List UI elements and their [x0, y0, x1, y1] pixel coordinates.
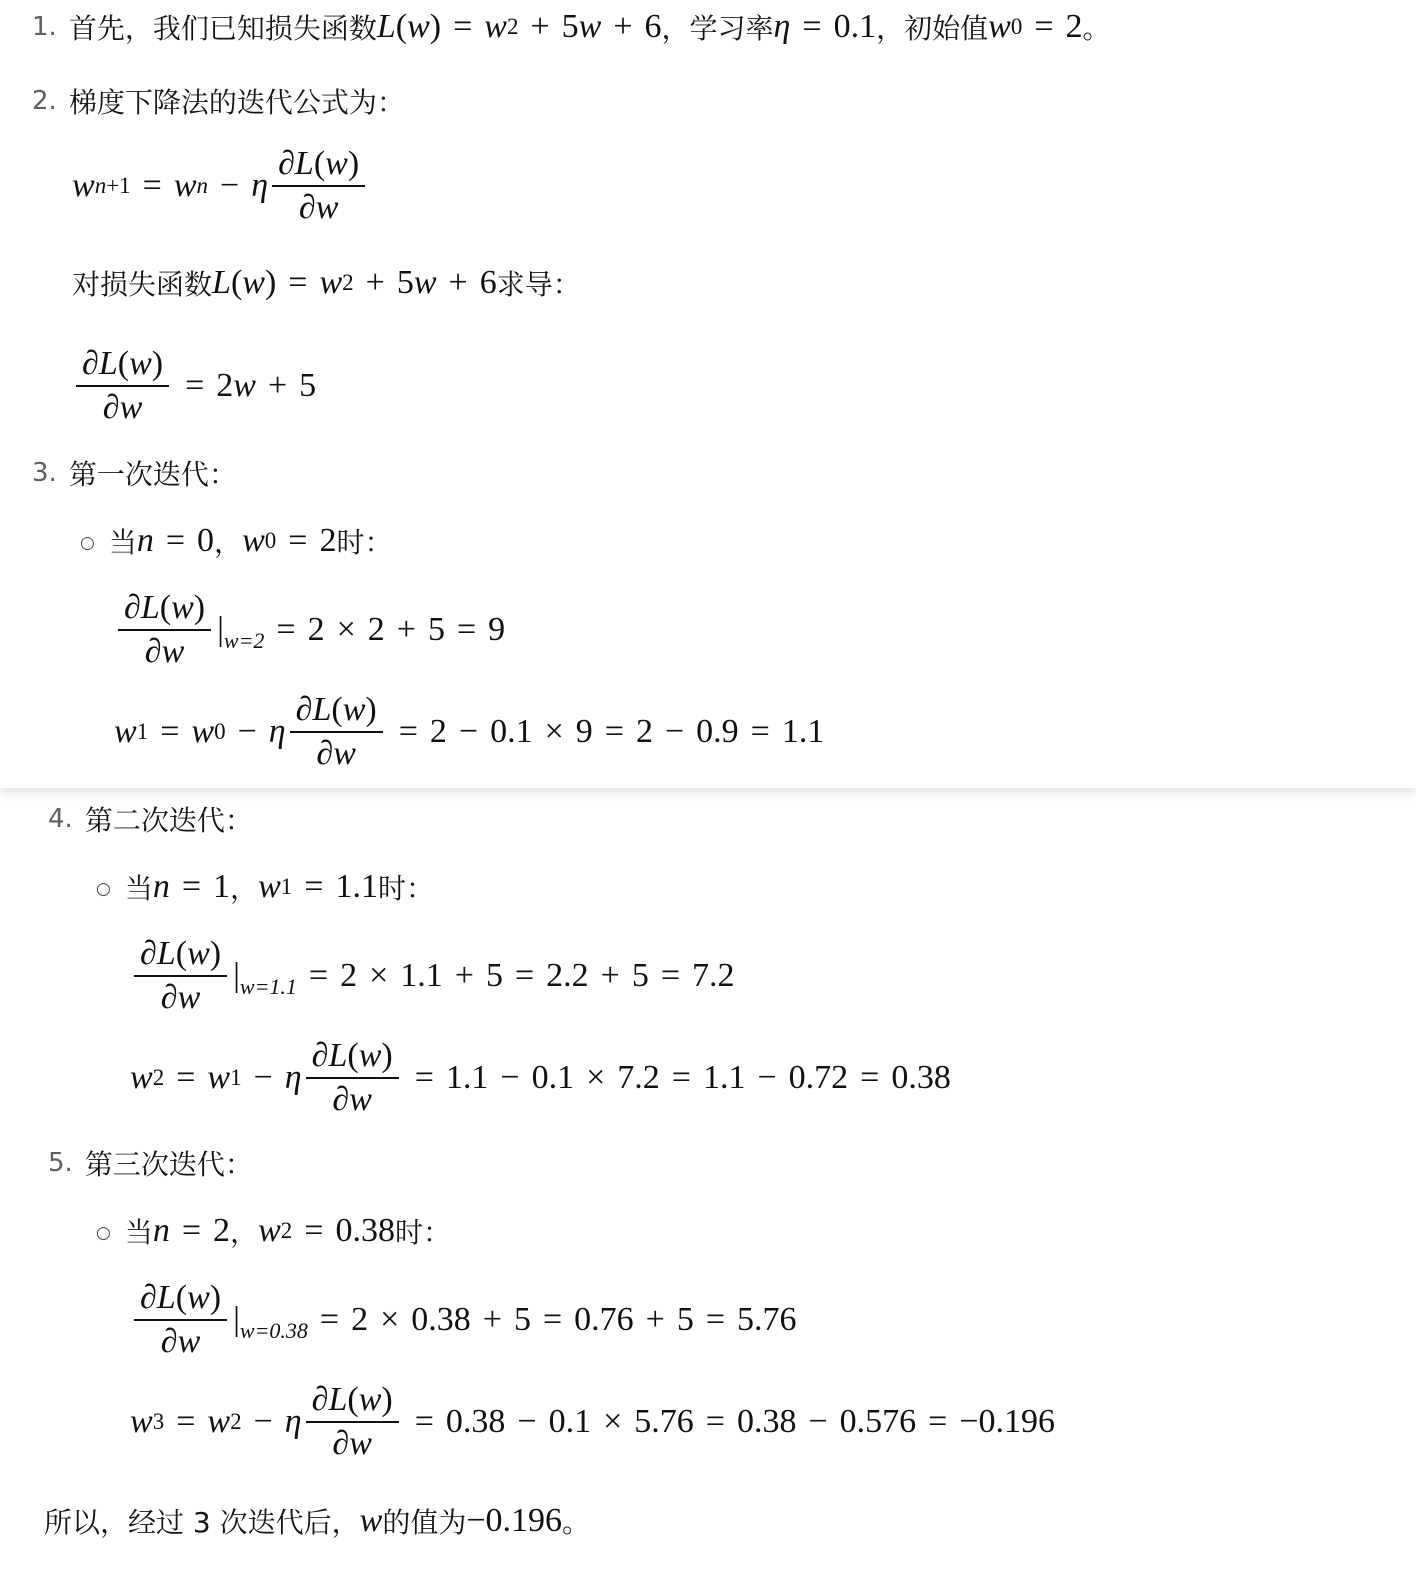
list-item-2: [32, 78, 405, 124]
partial-fraction: $\frac{\partial L(w)}{\partial w}$: [118, 587, 211, 673]
item-text: 梯度下降法的迭代公式为：: [68, 86, 405, 119]
iteration-2-update: w 2 = w 1 − η $\frac{\partial L(w)}{\partial w}$ = 1.1 − 0.1 × 7.2 = 1.1 − 0.72 = 0.38: [130, 1032, 951, 1124]
conclusion: 所以，经过 3 次迭代后， w 的值为 −0.196 。: [44, 1502, 591, 1539]
iteration-3-update: w 3 = w 2 − η $\frac{\partial L(w)}{\partial w}$ = 0.38 − 0.1 × 5.76 = 0.38 − 0.576 = −0.196: [130, 1376, 1055, 1468]
bullet-circle-icon: ○: [96, 1223, 111, 1243]
partial-fraction: $\frac{\partial L(w)}{\partial w}$: [76, 343, 169, 429]
partial-fraction: $\frac{\partial L(w)}{\partial w}$: [306, 1379, 399, 1465]
document-panel-top: [0, 0, 1416, 788]
iteration-3-condition: ○ 当 n = 2 ， w 2 = 0.38 时：: [96, 1212, 451, 1249]
partial-fraction: $\frac{\partial L(w)}{\partial w}$: [272, 143, 365, 229]
list-number: 5.: [48, 1148, 73, 1178]
iteration-3-gradient: $\frac{\partial L(w)}{\partial w}$ $|_{w=0.38}$ = 2 × 0.38 + 5 = 0.76 + 5 = 5.76: [130, 1274, 797, 1366]
partial-fraction: $\frac{\partial L(w)}{\partial w}$: [134, 933, 227, 1019]
item-text: 第二次迭代：: [84, 804, 253, 837]
iteration-2-gradient: $\frac{\partial L(w)}{\partial w}$ $|_{w=1.1}$ = 2 × 1.1 + 5 = 2.2 + 5 = 7.2: [130, 930, 735, 1022]
bullet-circle-icon: ○: [80, 533, 95, 553]
list-item-1: 1. 首先，我们已知损失函数 L ( w ) = w 2 + 5 w + 6 ，学习率 η = 0.1 ，初始值 w 0 = 2 。: [32, 8, 1111, 45]
bullet-circle-icon: ○: [96, 879, 111, 899]
item-text: 第一次迭代：: [68, 458, 237, 491]
document-panel-bottom: [0, 790, 1416, 1594]
iteration-1-gradient: $\frac{\partial L(w)}{\partial w}$ $|_{w=2}$ = 2 × 2 + 5 = 9: [114, 584, 505, 676]
partial-fraction: $\frac{\partial L(w)}{\partial w}$: [134, 1277, 227, 1363]
formula-update-rule: w n+1 = w n − η $\frac{\partial L(w)}{\partial w}$: [72, 140, 369, 232]
list-number: 1.: [32, 12, 57, 42]
formula-derivative: $\frac{\partial L(w)}{\partial w}$ = 2 w + 5: [72, 340, 316, 432]
list-number: 3.: [32, 458, 57, 488]
derivative-intro: 对损失函数 L ( w ) = w 2 + 5 w + 6 求导：: [72, 264, 581, 301]
iteration-1-condition: ○ 当 n = 0 ， w 0 = 2 时：: [80, 522, 393, 559]
iteration-2-condition: ○ 当 n = 1 ， w 1 = 1.1 时：: [96, 868, 434, 905]
list-number: 4.: [48, 804, 73, 834]
list-number: 2.: [32, 86, 57, 116]
list-item-4: [48, 796, 253, 842]
partial-fraction: $\frac{\partial L(w)}{\partial w}$: [290, 689, 383, 775]
iteration-1-update: w 1 = w 0 − η $\frac{\partial L(w)}{\partial w}$ = 2 − 0.1 × 9 = 2 − 0.9 = 1.1: [114, 686, 824, 778]
list-item-5: [48, 1140, 253, 1186]
list-item-3: [32, 450, 237, 496]
partial-fraction: $\frac{\partial L(w)}{\partial w}$: [306, 1035, 399, 1121]
item-text: 首先，我们已知损失函数: [68, 12, 377, 45]
item-text: 第三次迭代：: [84, 1148, 253, 1181]
